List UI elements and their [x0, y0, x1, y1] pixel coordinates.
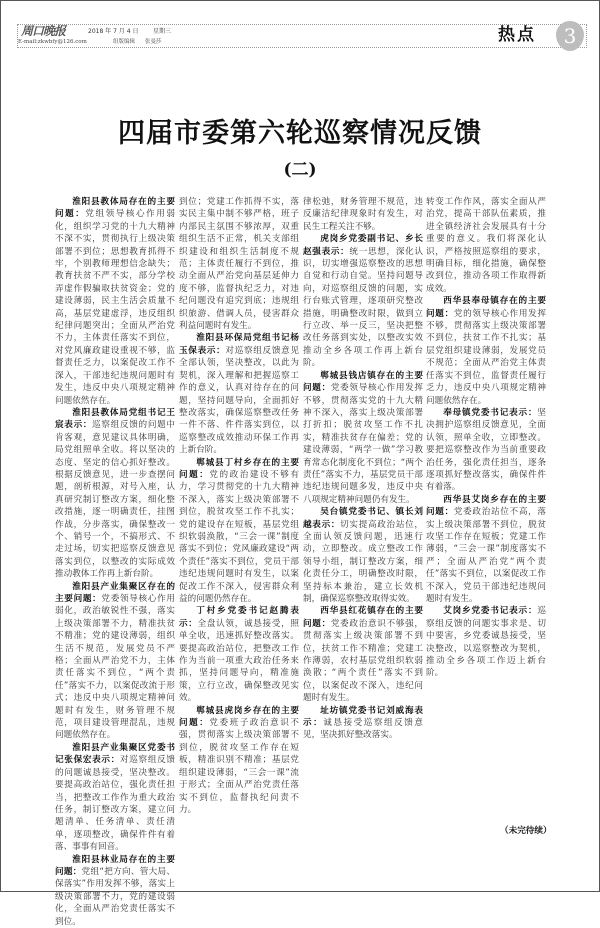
paragraph-body: 切实提高政治站位，全面认领反馈问题，迅速行动，立即整改。成立整改工作领导小组，制订整改方案，细化责任分工，明确整改时限，坚持标本兼治，建立长效机制，确保巡察整改取得实效。 — [303, 519, 423, 604]
article-paragraph — [179, 196, 299, 332]
editor-label: 组版编辑 — [113, 39, 136, 45]
paragraph-lead: 郸城县虎岗乡存在的主要问题： — [179, 705, 299, 729]
article-paragraph — [426, 196, 546, 295]
paragraph-body: 党委政治站位不高，落实上级决策部署不到位，脱贫攻坚工作存在短板；党建工作薄弱，“三会一课”制度落实不严；全面从严治党“两个责任”落实不到位，以案促改工作不深入，党员干部违纪违规问题时有发生。 — [426, 507, 546, 604]
article-paragraph — [303, 233, 423, 369]
article-paragraph — [426, 295, 546, 407]
paragraph-lead: 淮阳县教体局党组书记王宸表示： — [55, 407, 175, 431]
paragraph-lead: 艾岗乡党委书记表示： — [443, 606, 538, 617]
paragraph-body: 党委领导核心作用发挥不够，贯彻落实党的十九大精神不深入，落实上级决策部署打折扣；脱贫攻坚工作不扎实，精准扶贫存在偏差；党的建设薄弱，“两学一做”学习教育常态化制度化不到位；“两个责任”落实不力，基层党员干部违纪违规问题多发，违反中央八项规定精神问题仍有发生。 — [303, 383, 423, 505]
masthead — [17, 24, 587, 48]
page-number-badge: 3 — [556, 21, 584, 51]
paragraph-body: 巡察组反馈的问题实事求是、切中要害，乡党委诚恳接受，坚决整改，以巡察整改为契机，推动全乡各项工作迈上新台阶。 — [426, 606, 546, 679]
paragraph-lead: 虎岗乡党委副书记、乡长赵强表示： — [303, 234, 423, 257]
article-paragraph — [303, 196, 423, 233]
article-paragraph — [303, 370, 423, 506]
article-paragraph — [55, 854, 175, 928]
issue-date: 2018 年 7 月 4 日 — [88, 28, 139, 35]
article-paragraph — [55, 742, 175, 854]
paragraph-body: 党组领导核心作用弱化，组织学习党的十九大精神不深不实，贯彻执行上级决策部署不到位；思想教育抓得不牢，个别教师理想信念缺失；教育扶贫不严不实，部分学校弄虚作假骗取扶贫资金；党的建设薄弱，民主生活会质量不高，基层党建虚浮，违反组织纪律问题突出；全面从严治党不力，主体责任落实不到位，对党风廉政建设重视不够，监督责任乏力，以案促改工作不深入，干部违纪违规问题时有发生，违反中央八项规定精神问题依然存在。 — [55, 209, 175, 406]
paragraph-body: 对巡察组反馈意见全部认领，坚决整改，以此为契机，深入理解和把握巡察工作的意义，认真对待存在的问题，坚持问题导向，全面抓好整改落实，确保巡察整改任务一件不落、件件落实到位，以巡察整改成效推动环保工作再上新台阶。 — [179, 345, 299, 456]
paragraph-body: 党的领导核心作用发挥不够，贯彻落实上级决策部署不到位，扶贫工作不扎实；基层党组织建设薄弱，发展党员不规范；全面从严治党主体责任落实不到位，监督责任履行乏力，违反中央八项规定精神问题依然存在。 — [426, 308, 546, 406]
paragraph-body: 对巡察组反馈的问题诚恳接受，坚决整改。要提高政治站位，强化责任担当，把整改工作作为重大政治任务，制订整改方案，建立问题清单、任务清单、责任清单，逐项整改，确保件件有着落、事事有回音。 — [55, 755, 175, 853]
paragraph-lead: 淮阳县产业集聚区党委书记张保宏表示： — [55, 742, 175, 766]
article-paragraph — [179, 605, 299, 704]
article-paragraph — [426, 407, 546, 494]
paragraph-body: 巡察组反馈的问题中肯客观，意见建议具体明确，局党组照单全收。将以坚决的态度、坚定的信心抓好整改。根据反馈意见，进一步查摆问题，剖析根源，对号入座，认真研究制订整改方案，细化整改措施，逐一明确责任，挂图作战，分步落实，确保整改一个、销号一个，不搞形式、不走过场，切实把巡察反馈意见落实到位，以整改的实际成效推动教体工作再上新台阶。 — [55, 420, 175, 580]
paragraph-lead: 址坊镇党委书记刘威海表示： — [303, 705, 423, 729]
paragraph-body: 党组“把方向、管大局、保落实”作用发挥不够，落实上级决策部署不力，党的建设弱化，全面从严治党责任落实不到位。 — [55, 866, 175, 927]
article-paragraph — [426, 605, 546, 679]
paragraph-body: 党委班子政治意识不强，贯彻落实上级决策部署不到位，脱贫攻坚工作存在短板，精准识别不精准；基层党组织建设薄弱，“三会一课”流于形式；全面从严治党责任落实不到位，监督执纪问责不力。 — [179, 718, 299, 815]
editor-name: 张曼莎 — [145, 39, 162, 45]
section-title: 热点 — [498, 25, 536, 45]
paragraph-lead: 西华县艾岗乡存在的主要问题： — [426, 494, 546, 518]
paragraph-lead: 淮阳县产业集聚区存在的主要问题： — [55, 581, 175, 604]
paragraph-body: 党的政治建设不够有力，学习贯彻党的十九大精神不深入，落实上级决策部署不到位，脱贫攻坚工作不扎实；党的建设存在短板，基层党组织软弱涣散，“三会一课”制度落实不到位；党风廉政建设“两个责任”落实不到位，党员干部违纪违规问题时有发生，以案促改工作不深入，侵害群众利益的问题仍然存在。 — [179, 469, 299, 604]
paragraph-body: 诚恳接受巡察组反馈意见，坚决抓好整改落实。 — [303, 718, 423, 741]
article-paragraph — [179, 705, 299, 817]
article-paragraph — [179, 457, 299, 606]
newspaper-logo: 周口晚报 — [21, 24, 66, 38]
paragraph-body: 统一思想，深化认识，切实增强巡察整改的思想自觉和行动自觉。坚持问题导向，对巡察组反馈的问题，实行台账式管理，逐项研究整改措施，明确整改时限，做到立行立改、举一反三，坚决把整改任务落到实处，以整改实效推动全乡各项工作再上新台阶。 — [303, 246, 423, 369]
paragraph-body: 全盘认领，诚恳接受，照单全收，迅速抓好整改落实。要提高政治站位，把整改工作作为当前一项重大政治任务来抓，坚持问题导向，精准施策，立行立改，确保整改见实效。 — [179, 618, 299, 704]
paragraph-lead: 吴台镇党委书记、镇长刘越表示： — [303, 507, 423, 530]
paragraph-lead: 郸城县丁村乡存在的主要问题： — [179, 457, 299, 480]
paragraph-body: 党委政治意识不够强，贯彻落实上级决策部署不到位，扶贫工作不精准；党建工作薄弱，农村基层党组织软弱涣散；“两个责任”落实不到位，以案促改不深入，违纪问题时有发生。 — [303, 618, 423, 704]
paragraph-lead: 淮阳县教体局存在的主要问题： — [55, 197, 175, 220]
article-paragraph — [55, 407, 175, 581]
article-paragraph — [303, 605, 423, 704]
paragraph-lead: 奉母镇党委书记表示： — [443, 407, 538, 418]
paragraph-body: 律松弛，财务管理不规范，违反廉洁纪律现象时有发生，对民生工程关注不够。 — [303, 197, 423, 232]
article-column-3 — [303, 196, 423, 836]
paragraph-lead: 淮阳县林业局存在的主要问题： — [55, 854, 175, 877]
paragraph-lead: 西华县奉母镇存在的主要问题： — [426, 296, 546, 319]
article-paragraph — [179, 332, 299, 456]
paragraph-body: 到位；党建工作抓得不实，落实民主集中制不够严格，班子内部民主氛围不够浓厚，双重组织生活不正常，机关支部组织建设和组织生活制度不规范；主体责任履行不到位，推动全面从严治党向基层延伸力度不够，监督执纪乏力，对违纪问题没有追究到底；违规组织旅游、借调人员，侵害群众利益问题时有发生。 — [179, 197, 299, 332]
contact-email: E-mail:zkwbfy@126.com — [18, 39, 87, 45]
article-column-4 — [426, 196, 546, 816]
to-be-continued: （未完待续） — [500, 826, 552, 836]
paragraph-lead: 西华县红花镇存在的主要问题： — [303, 606, 423, 629]
paragraph-lead: 郸城县钱店镇存在的主要问题： — [303, 370, 423, 394]
paragraph-lead: 丁村乡党委书记赵腾表示： — [179, 606, 299, 629]
paragraph-body: 坚决拥护巡察组反馈意见，全面认领，照单全收，立即整改。要把巡察整改作为当前重要政治任务，强化责任担当，逐条逐项抓好整改落实，确保件件有着落。 — [426, 407, 546, 493]
article-paragraph — [55, 581, 175, 742]
paragraph-lead: 淮阳县环保局党组书记杨玉保表示： — [179, 333, 299, 356]
article-column-2 — [179, 196, 299, 836]
article-paragraph — [303, 506, 423, 605]
article-paragraph — [426, 494, 546, 606]
article-paragraph — [55, 196, 175, 407]
article-column-1 — [55, 196, 175, 927]
paragraph-body: 党委领导核心作用弱化，政治敏锐性不强，落实上级决策部署不力，精准扶贫不精准；党的建设薄弱，组织生活不规范，发展党员不严格；全面从严治党不力，主体责任落实不到位，“两个责任”落实不力，以案促改流于形式；违反中央八项规定精神问题时有发生，财务管理不规范，项目建设管理混乱，违规问题依然存在。 — [55, 594, 175, 741]
issue-weekday: 星期三 — [153, 28, 172, 35]
article-subtitle: (二) — [283, 160, 317, 180]
article-paragraph — [303, 705, 423, 742]
paragraph-body: 转变工作作风，落实全面从严治党，提高干部队伍素质，推进全镇经济社会发展具有十分重要的意义。我们将深化认识，严格按照巡察组的要求，明确目标，细化措施，确保整改到位，推动各项工作取得新成效。 — [426, 197, 546, 294]
article-title: 四届市委第六轮巡察情况反馈 — [118, 118, 482, 149]
